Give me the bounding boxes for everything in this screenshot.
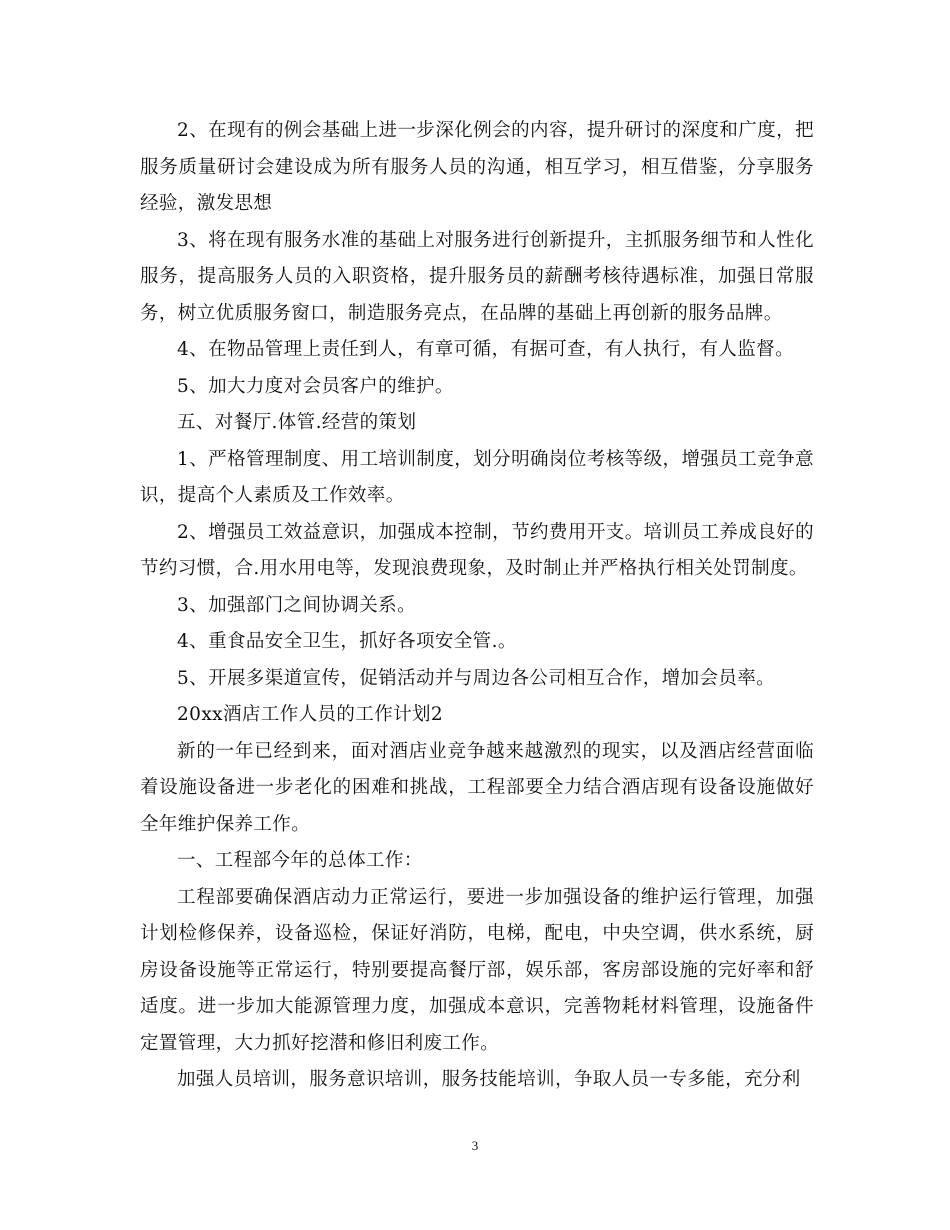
paragraph-12: 新的一年已经到来，面对酒店业竞争越来越激烈的现实，以及酒店经营面临着设施设备进一步老化的困难和挑战，工程部要全力结合酒店现有设备设施做好全年维护保养工作。 xyxy=(140,740,814,835)
paragraph-2: 3、将在现有服务水准的基础上对服务进行创新提升，主抓服务细节和人性化服务，提高服务人员的入职资格，提升服务员的薪酬考核待遇标准，加强日常服务，树立优质服务窗口，制造服务亮点，在品牌的基础上再创新的服务品牌。 xyxy=(140,229,814,324)
page-number: 3 xyxy=(471,1138,479,1153)
paragraph-10: 5、开展多渠道宣传，促销活动并与周边各公司相互合作，增加会员率。 xyxy=(177,667,776,689)
paragraph-6: 1、严格管理制度、用工培训制度，划分明确岗位考核等级，增强员工竞争意识，提高个人素质及工作效率。 xyxy=(140,448,814,506)
document-body xyxy=(140,113,814,1099)
paragraph-1: 2、在现有的例会基础上进一步深化例会的内容，提升研讨的深度和广度，把服务质量研讨会建设成为所有服务人员的沟通，相互学习，相互借鉴，分享服务经验，激发思想 xyxy=(140,120,814,214)
paragraph-3: 4、在物品管理上责任到人，有章可循，有据可查，有人执行，有人监督。 xyxy=(177,339,794,360)
paragraph-14: 工程部要确保酒店动力正常运行，要进一步加强设备的维护运行管理，加强计划检修保养，设备巡检，保证好消防，电梯，配电，中央空调，供水系统，厨房设备设施等正常运行，特别要提高餐厅部，娱乐部，客房部设施的完好率和舒适度。进一步加大能源管理力度，加强成本意识，完善物耗材料管理，设施备件定置管理，大力抓好挖潜和修旧利废工作。 xyxy=(140,886,814,1054)
paragraph-4: 5、加大力度对会员客户的维护。 xyxy=(177,375,454,397)
paragraph-7: 2、增强员工效益意识，加强成本控制，节约费用开支。培训员工养成良好的节约习惯，合.用水用电等，发现浪费现象，及时制止并严格执行相关处罚制度。 xyxy=(140,521,814,579)
section-heading-5: 五、对餐厅.体管.经营的策划 xyxy=(177,412,417,433)
paragraph-15: 加强人员培训，服务意识培训，服务技能培训，争取人员一专多能，充分利 xyxy=(177,1069,801,1090)
plan-title: 20xx酒店工作人员的工作计划2 xyxy=(177,704,444,725)
section-heading-1: 一、工程部今年的总体工作： xyxy=(177,850,423,871)
paragraph-9: 4、重食品安全卫生，抓好各项安全管.。 xyxy=(177,631,517,652)
paragraph-8: 3、加强部门之间协调关系。 xyxy=(177,594,416,616)
